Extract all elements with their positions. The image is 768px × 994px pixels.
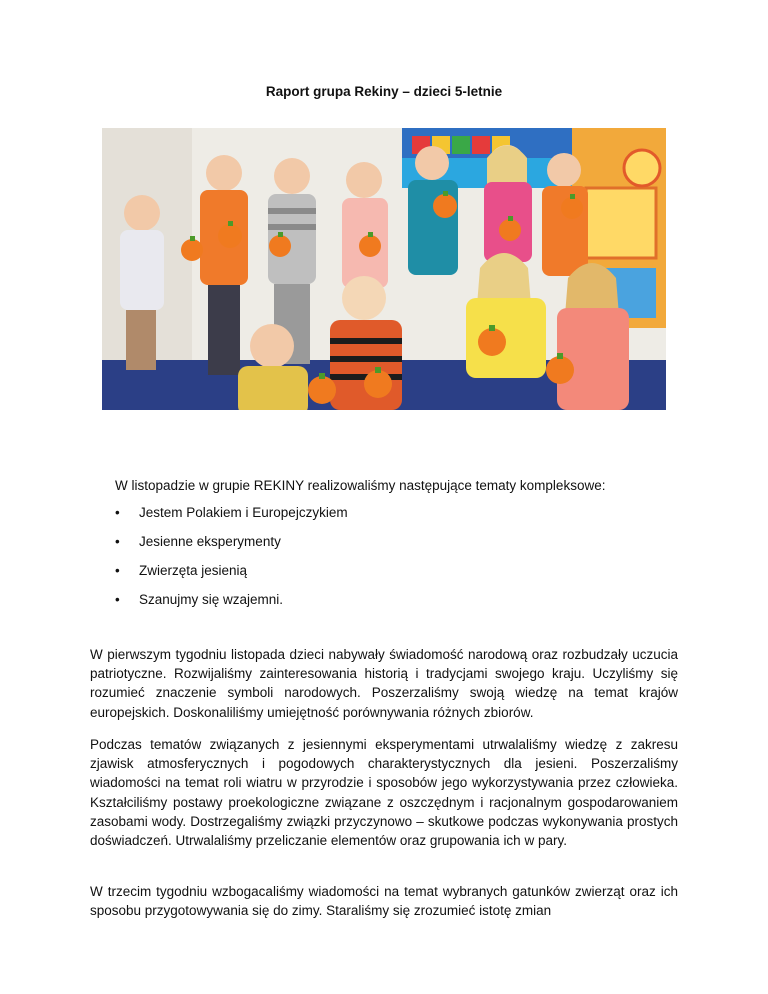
group-photo xyxy=(102,128,666,410)
topic-label: Jesienne eksperymenty xyxy=(139,534,281,549)
document-title: Raport grupa Rekiny – dzieci 5-letnie xyxy=(265,84,503,99)
list-item xyxy=(115,505,348,534)
list-item xyxy=(115,563,348,592)
paragraph: W pierwszym tygodniu listopada dzieci nabywały świadomość narodową oraz rozbudzały uczucia patriotyczne. Rozwijaliśmy zainteresowania historią i tradycjami swojego kraju. Uczyliśmy się rozumieć znaczenie symboli narodowych. Poszerzaliśmy swoją wiedzę na temat krajów europejskich. Doskonaliliśmy umiejętność porównywania różnych zbiorów. xyxy=(90,647,678,720)
list-item xyxy=(115,592,348,621)
topic-label: Jestem Polakiem i Europejczykiem xyxy=(139,505,348,520)
topic-label: Zwierzęta jesienią xyxy=(139,563,248,578)
photo-illustration xyxy=(102,128,666,410)
paragraph: W trzecim tygodniu wzbogacaliśmy wiadomości na temat wybranych gatunków zwierząt oraz ich sposobu przygotowywania się do zimy. Staraliśmy się zrozumieć istotę zmian xyxy=(90,884,678,919)
bullet: • xyxy=(115,592,120,607)
list-item xyxy=(115,534,348,563)
topics-list xyxy=(115,505,348,621)
bullet: • xyxy=(115,534,120,549)
paragraph: Podczas tematów związanych z jesiennymi eksperymentami utrwalaliśmy wiedzę z zakresu zjawisk atmosferycznych i pogodowych charakterystycznych dla jesieni. Poszerzaliśmy wiadomości na temat roli wiatru w przyrodzie i sposobów jego wykorzystywania przez człowieka. Kształciliśmy postawy proekologiczne związane z oszczędnym i racjonalnym gospodarowaniem zasobami wody. Dostrzegaliśmy związki przyczynowo – skutkowe podczas wykonywania prostych doświadczeń. Utrwalaliśmy przeliczanie elementów oraz grupowania ich w pary. xyxy=(90,737,678,849)
intro-text: W listopadzie w grupie REKINY realizowaliśmy następujące tematy kompleksowe: xyxy=(115,478,606,493)
bullet: • xyxy=(115,563,120,578)
topic-label: Szanujmy się wzajemni. xyxy=(139,592,284,607)
bullet: • xyxy=(115,505,120,520)
